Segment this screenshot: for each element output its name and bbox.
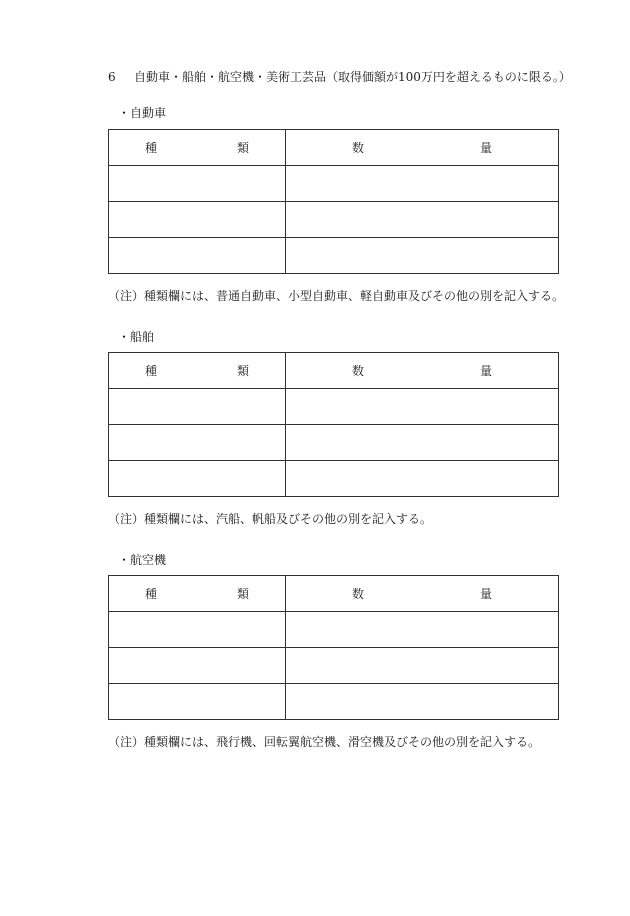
kind-header-char: 種 (145, 587, 158, 601)
quantity-header-char: 数 (352, 141, 365, 155)
table-row (109, 166, 559, 202)
quantity-header-cell (286, 576, 559, 612)
kind-header-char: 種 (145, 141, 158, 155)
ship-table (108, 352, 559, 497)
kind-header-char: 類 (236, 364, 249, 378)
table-row (109, 425, 559, 461)
quantity-header-char: 数 (352, 364, 365, 378)
subsection-label-ship: ・船舶 (118, 330, 155, 344)
quantity-cell[interactable] (286, 461, 559, 497)
kind-header-char: 類 (236, 141, 249, 155)
kind-header-cell (109, 130, 286, 166)
kind-header-char: 類 (236, 587, 249, 601)
quantity-header-cell (286, 130, 559, 166)
kind-cell[interactable] (109, 389, 286, 425)
kind-cell[interactable] (109, 202, 286, 238)
ship-note: （注）種類欄には、汽船、帆船及びその他の別を記入する。 (108, 512, 433, 526)
quantity-cell[interactable] (286, 425, 559, 461)
section-heading (108, 68, 571, 85)
table-row (109, 202, 559, 238)
quantity-cell[interactable] (286, 612, 559, 648)
quantity-cell[interactable] (286, 238, 559, 274)
kind-cell[interactable] (109, 612, 286, 648)
section-title: 自動車・船舶・航空機・美術工芸品（取得価額が100万円を超えるものに限る。） (134, 70, 571, 84)
quantity-cell[interactable] (286, 202, 559, 238)
quantity-cell[interactable] (286, 166, 559, 202)
table-header-row (109, 130, 559, 166)
kind-cell[interactable] (109, 166, 286, 202)
kind-cell[interactable] (109, 425, 286, 461)
kind-cell[interactable] (109, 684, 286, 720)
automobile-table (108, 129, 559, 274)
kind-cell[interactable] (109, 238, 286, 274)
table-row (109, 612, 559, 648)
table-row (109, 389, 559, 425)
quantity-header-char: 数 (352, 587, 365, 601)
quantity-header-char: 量 (479, 364, 492, 378)
section-number: 6 (108, 70, 116, 84)
table-row (109, 684, 559, 720)
kind-cell[interactable] (109, 461, 286, 497)
quantity-cell[interactable] (286, 648, 559, 684)
quantity-cell[interactable] (286, 389, 559, 425)
table-header-row (109, 353, 559, 389)
quantity-header-char: 量 (479, 587, 492, 601)
aircraft-note: （注）種類欄には、飛行機、回転翼航空機、滑空機及びその他の別を記入する。 (108, 735, 541, 749)
kind-header-cell (109, 576, 286, 612)
table-row (109, 238, 559, 274)
table-row (109, 648, 559, 684)
kind-cell[interactable] (109, 648, 286, 684)
quantity-header-cell (286, 353, 559, 389)
subsection-label-automobile: ・自動車 (118, 106, 167, 120)
quantity-header-char: 量 (479, 141, 492, 155)
automobile-note: （注）種類欄には、普通自動車、小型自動車、軽自動車及びその他の別を記入する。 (108, 289, 565, 303)
kind-header-char: 種 (145, 364, 158, 378)
table-header-row (109, 576, 559, 612)
subsection-label-aircraft: ・航空機 (118, 553, 167, 567)
kind-header-cell (109, 353, 286, 389)
quantity-cell[interactable] (286, 684, 559, 720)
table-row (109, 461, 559, 497)
aircraft-table (108, 575, 559, 720)
